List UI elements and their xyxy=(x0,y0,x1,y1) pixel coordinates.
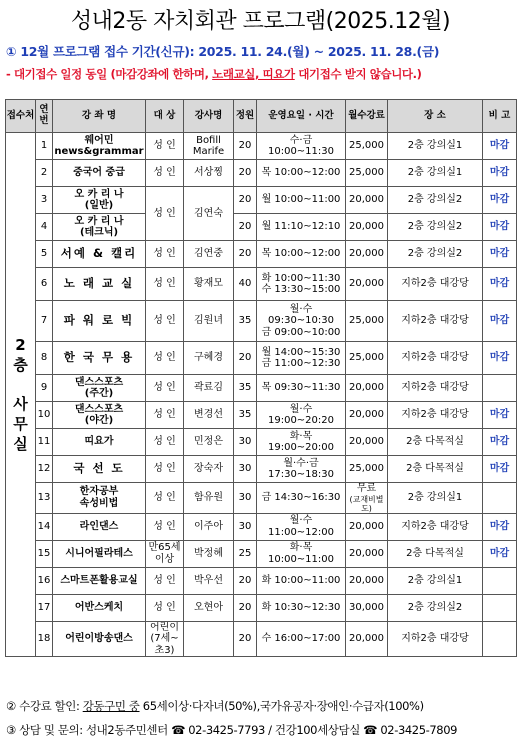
schedule-cell: 월 14:00~15:30 금 11:00~12:30 xyxy=(257,342,346,375)
place-cell: 2층 강의실1 xyxy=(388,483,483,514)
place-cell: 2층 강의실2 xyxy=(388,594,483,621)
discount-suffix: 65세이상·다자녀(50%),국가유공자·장애인·수급자(100%) xyxy=(139,699,424,713)
table-row xyxy=(6,513,517,540)
fee-free: 무료 xyxy=(356,483,377,494)
table-row xyxy=(6,621,517,657)
capacity-cell: 25 xyxy=(234,540,257,567)
schedule-cell: 월·수 19:00~20:20 xyxy=(257,402,346,429)
target-cell: 성 인 xyxy=(146,268,184,301)
teacher-cell: 김연숙 xyxy=(184,187,234,241)
row-no-cell: 2 xyxy=(36,160,53,187)
place-cell: 지하2층 대강당 xyxy=(388,342,483,375)
teacher-cell: 민정은 xyxy=(184,429,234,456)
fee-cell: 20,000 xyxy=(346,513,388,540)
fee-cell: 25,000 xyxy=(346,133,388,160)
course-name-cell: 라인댄스 xyxy=(53,513,146,540)
contact-footer: ③ 상담 및 문의: 성내2동주민센터 ☎ 02-3425-7793 / 건강100세상담실 ☎ 02-3425-7809 xyxy=(6,723,458,737)
program-table xyxy=(5,99,517,657)
schedule-cell: 월·수 09:30~10:30 금 09:00~10:00 xyxy=(257,301,346,342)
note-cell: 마감 xyxy=(483,133,517,160)
note-cell: 마감 xyxy=(483,187,517,214)
teacher-cell: 황재모 xyxy=(184,268,234,301)
capacity-cell: 20 xyxy=(234,621,257,657)
target-cell: 만65세 이상 xyxy=(146,540,184,567)
fee-cell: 25,000 xyxy=(346,342,388,375)
course-name-cell: 댄스스포츠 (야간) xyxy=(53,402,146,429)
place-cell: 지하2층 대강당 xyxy=(388,513,483,540)
table-row xyxy=(6,375,517,402)
teacher-cell: 장숙자 xyxy=(184,456,234,483)
place-cell: 2층 다목적실 xyxy=(388,429,483,456)
row-no-cell: 11 xyxy=(36,429,53,456)
note-cell: 마감 xyxy=(483,540,517,567)
row-no-cell: 6 xyxy=(36,268,53,301)
capacity-cell: 30 xyxy=(234,456,257,483)
course-name-cell: 스마트폰활용교실 xyxy=(53,567,146,594)
fee-cell: 30,000 xyxy=(346,594,388,621)
teacher-cell: 이주아 xyxy=(184,513,234,540)
note-cell xyxy=(483,483,517,514)
table-row xyxy=(6,342,517,375)
table-row xyxy=(6,540,517,567)
target-cell: 성 인 xyxy=(146,301,184,342)
fee-cell: 20,000 xyxy=(346,241,388,268)
fee-cell: 20,000 xyxy=(346,402,388,429)
target-cell: 성 인 xyxy=(146,567,184,594)
course-name-cell: 시니어필라테스 xyxy=(53,540,146,567)
table-row xyxy=(6,241,517,268)
course-name-cell: 서예 & 캘리 xyxy=(53,241,146,268)
schedule-cell: 화·목 10:00~11:00 xyxy=(257,540,346,567)
teacher-cell: 서상찡 xyxy=(184,160,234,187)
capacity-cell: 20 xyxy=(234,342,257,375)
office-char: 층 xyxy=(13,356,28,375)
schedule-cell: 화 10:00~11:30 수 13:30~15:00 xyxy=(257,268,346,301)
schedule-cell: 수 16:00~17:00 xyxy=(257,621,346,657)
row-no-cell: 3 xyxy=(36,187,53,214)
course-name-cell: 댄스스포츠 (주간) xyxy=(53,375,146,402)
schedule-cell: 목 10:00~12:00 xyxy=(257,160,346,187)
teacher-cell: 박우선 xyxy=(184,567,234,594)
capacity-cell: 30 xyxy=(234,513,257,540)
schedule-cell: 화 10:30~12:30 xyxy=(257,594,346,621)
schedule-cell: 월 11:10~12:10 xyxy=(257,214,346,241)
teacher-cell: 오현아 xyxy=(184,594,234,621)
capacity-cell: 20 xyxy=(234,594,257,621)
place-cell: 지하2층 대강당 xyxy=(388,301,483,342)
course-name-cell: 띠요가 xyxy=(53,429,146,456)
schedule-cell: 목 10:00~12:00 xyxy=(257,241,346,268)
teacher-cell: Bofill Marife xyxy=(184,133,234,160)
capacity-cell: 35 xyxy=(234,301,257,342)
table-header-row xyxy=(6,100,517,133)
capacity-cell: 35 xyxy=(234,402,257,429)
row-no-cell: 13 xyxy=(36,483,53,514)
teacher-cell: 함유원 xyxy=(184,483,234,514)
place-cell: 2층 강의실2 xyxy=(388,214,483,241)
table-row xyxy=(6,429,517,456)
target-cell: 성 인 xyxy=(146,187,184,241)
capacity-cell: 20 xyxy=(234,241,257,268)
table-row xyxy=(6,594,517,621)
header-course: 강 좌 명 xyxy=(53,100,146,133)
note-cell xyxy=(483,594,517,621)
course-name-cell: 노 래 교 실 xyxy=(53,268,146,301)
target-cell: 어린이 (7세~초3) xyxy=(146,621,184,657)
header-place: 장 소 xyxy=(388,100,483,133)
place-cell: 2층 강의실2 xyxy=(388,241,483,268)
target-cell: 성 인 xyxy=(146,160,184,187)
header-office: 접수처 xyxy=(6,100,36,133)
discount-prefix: ② 수강료 할인: xyxy=(6,699,83,713)
office-cell xyxy=(6,133,36,657)
office-char: 2 xyxy=(15,336,26,355)
schedule-cell: 화 10:00~11:00 xyxy=(257,567,346,594)
place-cell: 2층 다목적실 xyxy=(388,456,483,483)
row-no-cell: 5 xyxy=(36,241,53,268)
table-row xyxy=(6,483,517,514)
office-char: 실 xyxy=(13,435,28,454)
place-cell: 2층 다목적실 xyxy=(388,540,483,567)
row-no-cell: 1 xyxy=(36,133,53,160)
course-name-cell: 한자공부 속성비법 xyxy=(53,483,146,514)
table-row xyxy=(6,187,517,214)
course-name-cell: 어반스케치 xyxy=(53,594,146,621)
header-capacity: 정원 xyxy=(234,100,257,133)
note-cell xyxy=(483,621,517,657)
target-cell: 성 인 xyxy=(146,375,184,402)
fee-cell xyxy=(346,483,388,514)
course-name-cell: 중국어 중급 xyxy=(53,160,146,187)
note-cell: 마감 xyxy=(483,513,517,540)
table-row xyxy=(6,268,517,301)
row-no-cell: 12 xyxy=(36,456,53,483)
target-cell: 성 인 xyxy=(146,402,184,429)
fee-cell: 25,000 xyxy=(346,456,388,483)
note-cell: 마감 xyxy=(483,301,517,342)
table-row xyxy=(6,214,517,241)
fee-cell: 20,000 xyxy=(346,375,388,402)
header-schedule: 운영요일 · 시간 xyxy=(257,100,346,133)
note-cell: 마감 xyxy=(483,241,517,268)
course-name-cell: 어린이방송댄스 xyxy=(53,621,146,657)
note-cell: 마감 xyxy=(483,429,517,456)
target-cell: 성 인 xyxy=(146,429,184,456)
fee-cell: 25,000 xyxy=(346,301,388,342)
schedule-cell: 금 14:30~16:30 xyxy=(257,483,346,514)
teacher-cell: 변경선 xyxy=(184,402,234,429)
note-cell xyxy=(483,375,517,402)
table-row xyxy=(6,301,517,342)
row-no-cell: 15 xyxy=(36,540,53,567)
target-cell: 성 인 xyxy=(146,241,184,268)
row-no-cell: 14 xyxy=(36,513,53,540)
target-cell: 성 인 xyxy=(146,342,184,375)
row-no-cell: 18 xyxy=(36,621,53,657)
fee-cell: 20,000 xyxy=(346,540,388,567)
office-char: 무 xyxy=(13,414,28,433)
fee-cell: 20,000 xyxy=(346,214,388,241)
teacher-cell: 박정혜 xyxy=(184,540,234,567)
row-no-cell: 9 xyxy=(36,375,53,402)
schedule-cell: 월 10:00~11:00 xyxy=(257,187,346,214)
schedule-cell: 목 09:30~11:30 xyxy=(257,375,346,402)
teacher-cell xyxy=(184,621,234,657)
discount-footer xyxy=(6,698,424,714)
capacity-cell: 35 xyxy=(234,375,257,402)
note-cell: 마감 xyxy=(483,160,517,187)
place-cell: 2층 강의실1 xyxy=(388,133,483,160)
row-no-cell: 4 xyxy=(36,214,53,241)
teacher-cell: 김연중 xyxy=(184,241,234,268)
table-row xyxy=(6,402,517,429)
table-row xyxy=(6,567,517,594)
note-cell: 마감 xyxy=(483,456,517,483)
waitlist-notice-suffix: 대기접수 받지 않습니다.) xyxy=(294,67,422,81)
office-char xyxy=(6,376,35,394)
target-cell: 성 인 xyxy=(146,133,184,160)
capacity-cell: 20 xyxy=(234,133,257,160)
capacity-cell: 20 xyxy=(234,160,257,187)
course-name-cell: 오 카 리 나 (일반) xyxy=(53,187,146,214)
page-title: 성내2동 자치회관 프로그램(2025.12월) xyxy=(70,9,451,34)
fee-cell: 20,000 xyxy=(346,621,388,657)
place-cell: 지하2층 대강당 xyxy=(388,268,483,301)
schedule-cell: 월·수·금 17:30~18:30 xyxy=(257,456,346,483)
capacity-cell: 40 xyxy=(234,268,257,301)
registration-period-notice: ① 12월 프로그램 접수 기간(신규): 2025. 11. 24.(월) ~ 2025. 11. 28.(금) xyxy=(6,44,440,59)
course-name-cell: 국 선 도 xyxy=(53,456,146,483)
place-cell: 2층 강의실1 xyxy=(388,160,483,187)
table-row xyxy=(6,160,517,187)
fee-cell: 20,000 xyxy=(346,429,388,456)
row-no-cell: 7 xyxy=(36,301,53,342)
fee-cell: 20,000 xyxy=(346,187,388,214)
place-cell: 지하2층 대강당 xyxy=(388,375,483,402)
waitlist-notice xyxy=(6,66,518,82)
place-cell: 지하2층 대강당 xyxy=(388,402,483,429)
fee-cell: 25,000 xyxy=(346,160,388,187)
waitlist-notice-underlined: 노래교실, 띠요가 xyxy=(212,67,295,81)
discount-underlined: 강동구민 중 xyxy=(82,699,140,713)
note-cell: 마감 xyxy=(483,268,517,301)
row-no-cell: 10 xyxy=(36,402,53,429)
course-name-cell: 한 국 무 용 xyxy=(53,342,146,375)
target-cell: 성 인 xyxy=(146,513,184,540)
teacher-cell: 구혜경 xyxy=(184,342,234,375)
capacity-cell: 30 xyxy=(234,429,257,456)
table-row xyxy=(6,133,517,160)
place-cell: 2층 강의실2 xyxy=(388,187,483,214)
capacity-cell: 20 xyxy=(234,187,257,214)
note-cell: 마감 xyxy=(483,214,517,241)
schedule-cell: 화·목 19:00~20:00 xyxy=(257,429,346,456)
target-cell: 성 인 xyxy=(146,594,184,621)
note-cell xyxy=(483,567,517,594)
note-cell: 마감 xyxy=(483,402,517,429)
table-row xyxy=(6,456,517,483)
course-name-cell: 웨어민 news&grammar xyxy=(53,133,146,160)
teacher-cell: 곽료김 xyxy=(184,375,234,402)
header-fee: 월수강료 xyxy=(346,100,388,133)
capacity-cell: 20 xyxy=(234,214,257,241)
place-cell: 2층 강의실1 xyxy=(388,567,483,594)
capacity-cell: 20 xyxy=(234,567,257,594)
target-cell: 성 인 xyxy=(146,456,184,483)
header-teacher: 강사명 xyxy=(184,100,234,133)
fee-note: (교재비별도) xyxy=(349,494,384,513)
fee-cell: 20,000 xyxy=(346,268,388,301)
course-name-cell: 오 카 리 나 (테크닉) xyxy=(53,214,146,241)
course-name-cell: 파 워 로 빅 xyxy=(53,301,146,342)
office-char: 사 xyxy=(13,394,28,413)
teacher-cell: 김원녀 xyxy=(184,301,234,342)
place-cell: 지하2층 대강당 xyxy=(388,621,483,657)
row-no-cell: 8 xyxy=(36,342,53,375)
note-cell: 마감 xyxy=(483,342,517,375)
header-note: 비 고 xyxy=(483,100,517,133)
schedule-cell: 수·금 10:00~11:30 xyxy=(257,133,346,160)
capacity-cell: 30 xyxy=(234,483,257,514)
row-no-cell: 16 xyxy=(36,567,53,594)
fee-cell: 20,000 xyxy=(346,567,388,594)
schedule-cell: 월·수 11:00~12:00 xyxy=(257,513,346,540)
row-no-cell: 17 xyxy=(36,594,53,621)
waitlist-notice-prefix: - 대기접수 일정 동일 (마감강좌에 한하며, xyxy=(6,67,213,81)
target-cell: 성 인 xyxy=(146,483,184,514)
header-target: 대 상 xyxy=(146,100,184,133)
table-body xyxy=(6,133,517,657)
header-no: 연번 xyxy=(36,100,53,133)
